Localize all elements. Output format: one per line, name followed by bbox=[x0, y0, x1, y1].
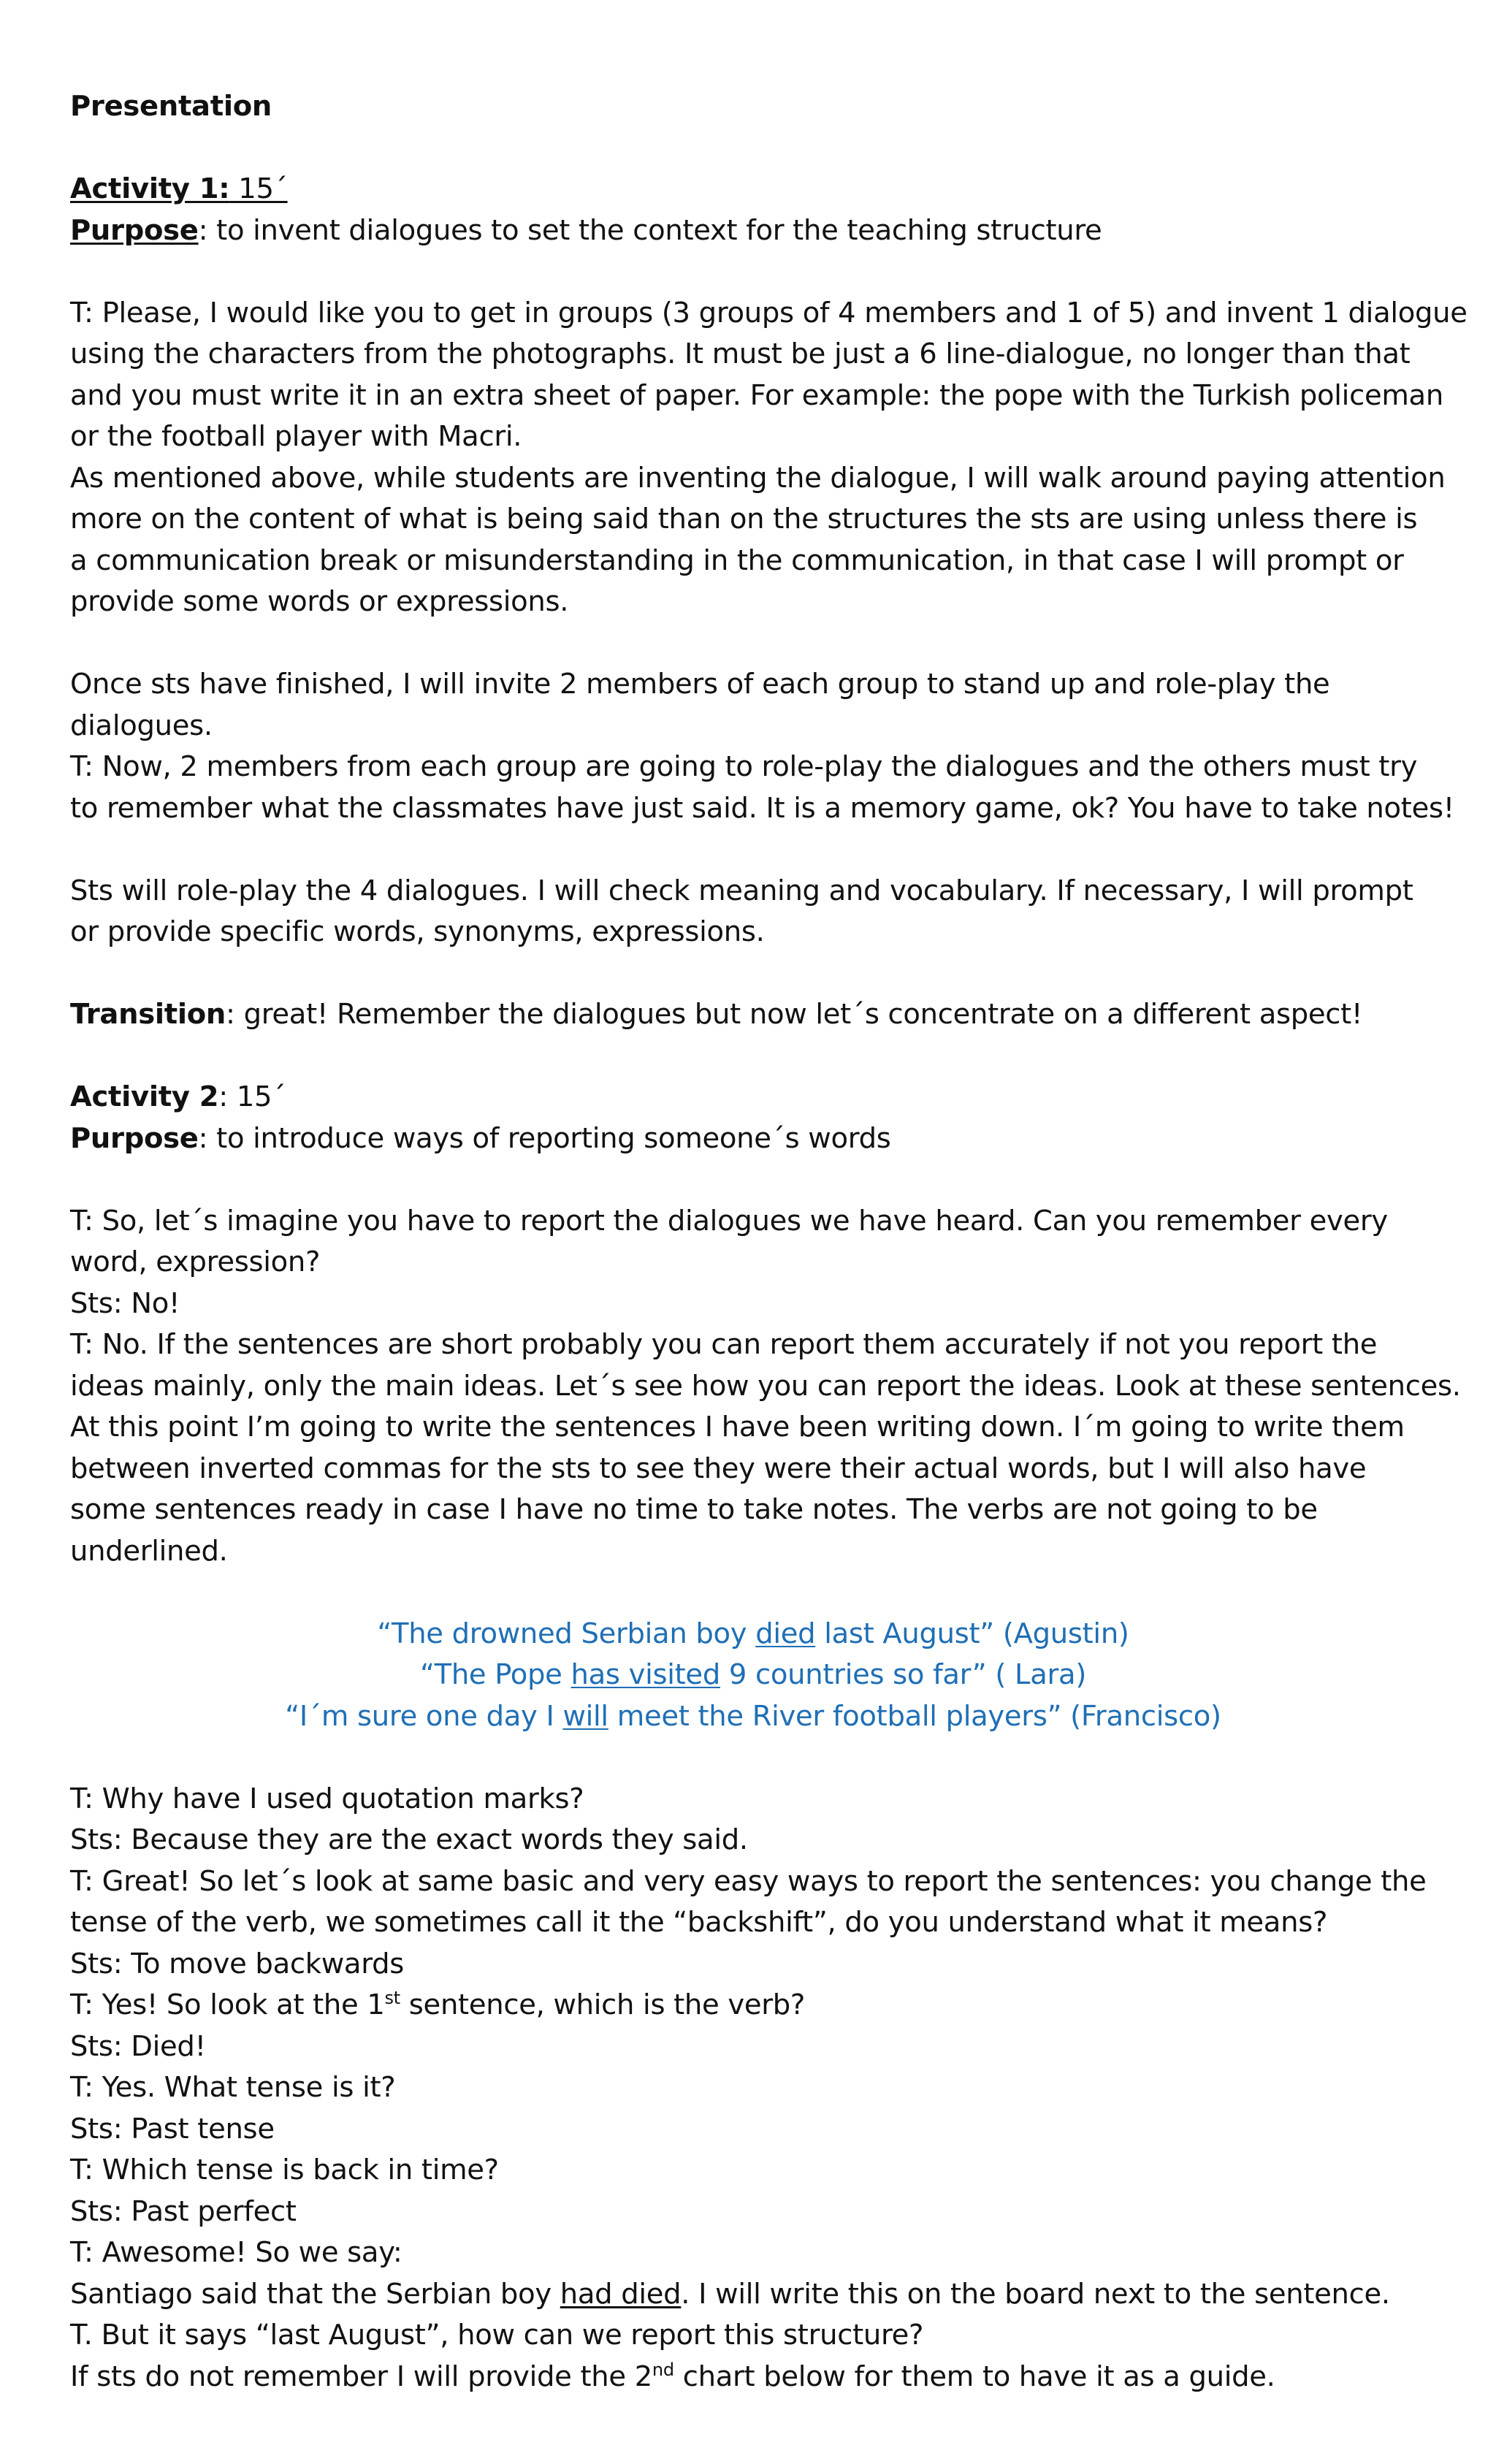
text-line: Sts will role-play the 4 dialogues. I will check meaning and vocabulary. If necessary, I will prompt bbox=[70, 874, 1413, 907]
text-line: T: Now, 2 members from each group are going to role-play the dialogues and the others must try bbox=[70, 750, 1418, 783]
dialogue-line: Sts: Past tense bbox=[70, 2112, 275, 2145]
dialogue-text: If sts do not remember I will provide the 2 bbox=[70, 2360, 652, 2393]
activity2-time: : 15´ bbox=[218, 1080, 286, 1113]
activity1-purpose bbox=[70, 210, 1436, 252]
dialogue-text: T: Yes! So look at the 1 bbox=[70, 1988, 385, 2021]
dialogue bbox=[70, 1779, 1436, 2398]
text-line: or the football player with Macri. bbox=[70, 420, 522, 453]
quote-text: “The drowned Serbian boy bbox=[377, 1617, 756, 1650]
text-line: T: No. If the sentences are short probably you can report them accurately if not you report the bbox=[70, 1328, 1378, 1361]
dialogue-line bbox=[70, 2357, 1436, 2398]
text-line: T: Please, I would like you to get in groups (3 groups of 4 members and 1 of 5) and invent 1 dialogue bbox=[70, 296, 1468, 329]
text-line: As mentioned above, while students are inventing the dialogue, I will walk around paying attention bbox=[70, 461, 1446, 495]
dialogue-line: T: Awesome! So we say: bbox=[70, 2236, 402, 2269]
text-line: some sentences ready in case I have no time to take notes. The verbs are not going to be bbox=[70, 1493, 1318, 1526]
activity2-line bbox=[70, 1077, 1436, 1118]
activity1-time: 15´ bbox=[229, 172, 288, 205]
superscript: nd bbox=[652, 2359, 674, 2380]
quote-text: last August” (Agustin) bbox=[815, 1617, 1129, 1650]
dialogue-line: Sts: Past perfect bbox=[70, 2194, 297, 2228]
transition-line bbox=[70, 994, 1436, 1036]
dialogue-line: Sts: To move backwards bbox=[70, 1947, 404, 1980]
dialogue-line: Sts: Died! bbox=[70, 2029, 206, 2063]
quote-line bbox=[70, 1696, 1436, 1738]
text-line: to remember what the classmates have just said. It is a memory game, ok? You have to take notes! bbox=[70, 791, 1454, 825]
superscript: st bbox=[384, 1988, 400, 2008]
text-line: and you must write it in an extra sheet of paper. For example: the pope with the Turkish policeman bbox=[70, 378, 1443, 412]
text-line: Once sts have finished, I will invite 2 members of each group to stand up and role-play the bbox=[70, 668, 1330, 701]
text-line: At this point I’m going to write the sentences I have been writing down. I´m going to write them bbox=[70, 1411, 1405, 1443]
activity2-purpose bbox=[70, 1118, 1436, 1160]
dialogue-text: chart below for them to have it as a guide. bbox=[673, 2360, 1275, 2393]
purpose-text: : to introduce ways of reporting someone´s words bbox=[198, 1121, 891, 1155]
text-line: or provide specific words, synonyms, expressions. bbox=[70, 915, 765, 948]
transition-label: Transition bbox=[70, 998, 226, 1031]
text-line: ideas mainly, only the main ideas. Let´s see how you can report the ideas. Look at these sentences. bbox=[70, 1369, 1461, 1403]
paragraph-3 bbox=[70, 871, 1436, 953]
dialogue-line: T: Why have I used quotation marks? bbox=[70, 1782, 584, 1815]
purpose-label: Purpose bbox=[70, 1121, 199, 1155]
text-line: Sts: No! bbox=[70, 1286, 180, 1320]
quote-verb: will bbox=[562, 1699, 608, 1733]
dialogue-text: Santiago said that the Serbian boy bbox=[70, 2277, 560, 2311]
heading: Presentation bbox=[70, 90, 272, 123]
text-line: more on the content of what is being said than on the structures the sts are using unless there is bbox=[70, 503, 1418, 535]
paragraph-4 bbox=[70, 1201, 1461, 1573]
dialogue-line: T. But it says “last August”, how can we report this structure? bbox=[70, 2319, 924, 2352]
dialogue-line: T: Which tense is back in time? bbox=[70, 2154, 499, 2186]
dialogue-line bbox=[70, 1985, 1436, 2026]
text-line: a communication break or misunderstanding in the communication, in that case I will prompt or bbox=[70, 543, 1404, 577]
dialogue-line bbox=[70, 2274, 1436, 2316]
quote-verb: died bbox=[755, 1617, 816, 1650]
text-line: using the characters from the photographs. It must be just a 6 line-dialogue, no longer than that bbox=[70, 337, 1411, 370]
dialogue-line: T: Yes. What tense is it? bbox=[70, 2071, 396, 2104]
text-line: provide some words or expressions. bbox=[70, 585, 569, 618]
quote-text: “The Pope bbox=[419, 1658, 571, 1691]
activity2-label: Activity 2 bbox=[70, 1080, 219, 1113]
text-line: dialogues. bbox=[70, 709, 213, 742]
purpose-label: Purpose bbox=[70, 213, 199, 247]
document-page bbox=[70, 86, 1468, 2398]
text-line: word, expression? bbox=[70, 1246, 321, 1278]
quote-text: 9 countries so far” ( Lara) bbox=[720, 1658, 1087, 1691]
activity1-label: Activity 1: bbox=[70, 172, 230, 205]
transition-text: : great! Remember the dialogues but now let´s concentrate on a different aspect! bbox=[225, 998, 1363, 1031]
quote-text: meet the River football players” (Francisco) bbox=[608, 1699, 1221, 1733]
dialogue-text: . I will write this on the board next to the sentence. bbox=[681, 2277, 1390, 2311]
paragraph-1 bbox=[70, 293, 1468, 623]
dialogue-line: Sts: Because they are the exact words they said. bbox=[70, 1823, 748, 1856]
activity1-line bbox=[70, 169, 1436, 210]
text-line: underlined. bbox=[70, 1534, 228, 1568]
quote-line bbox=[70, 1614, 1436, 1655]
text-line: between inverted commas for the sts to see they were their actual words, but I will also have bbox=[70, 1452, 1367, 1485]
quote-verb: has visited bbox=[570, 1658, 720, 1691]
quoted-sentences bbox=[70, 1614, 1436, 1738]
underlined-verb: had died bbox=[560, 2277, 682, 2311]
quote-line bbox=[70, 1655, 1436, 1696]
paragraph-2 bbox=[70, 664, 1454, 829]
purpose-text: : to invent dialogues to set the context for the teaching structure bbox=[198, 213, 1102, 247]
dialogue-line: T: Great! So let´s look at same basic and very easy ways to report the sentences: you change the bbox=[70, 1864, 1427, 1898]
text-line: T: So, let´s imagine you have to report the dialogues we have heard. Can you remember every bbox=[70, 1204, 1388, 1237]
quote-text: “I´m sure one day I bbox=[285, 1699, 563, 1733]
dialogue-line: tense of the verb, we sometimes call it the “backshift”, do you understand what it means? bbox=[70, 1906, 1328, 1939]
dialogue-text: sentence, which is the verb? bbox=[400, 1988, 806, 2021]
